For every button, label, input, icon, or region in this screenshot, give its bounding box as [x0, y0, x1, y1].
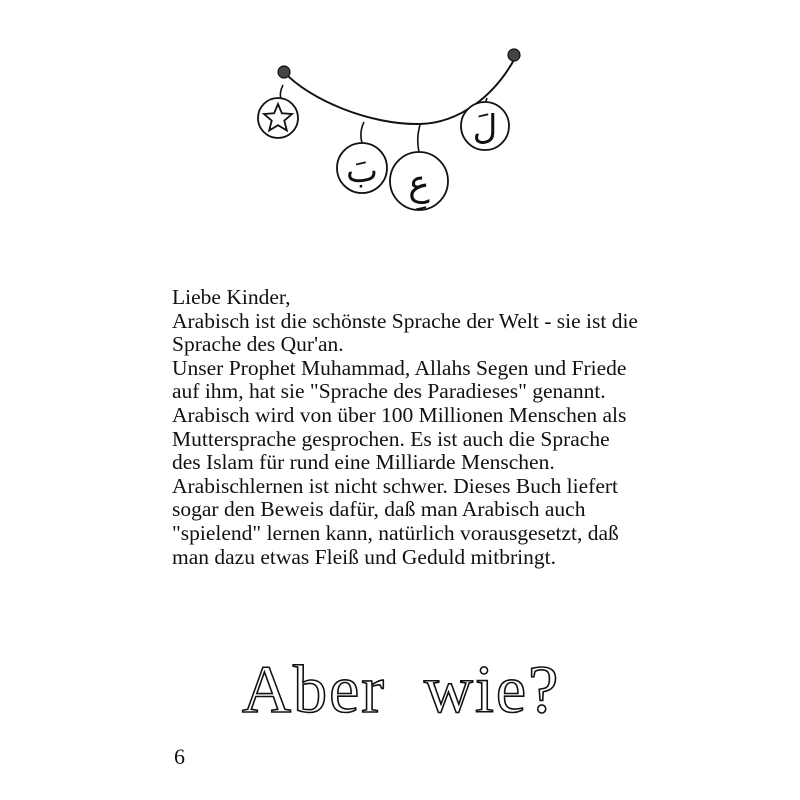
body-text [172, 286, 642, 569]
page-number: 6 [174, 744, 185, 769]
headline-text: Aber wie? [242, 651, 561, 727]
ornament-letter-ba-glyph: بَ [345, 151, 379, 191]
ornament-letter-lam [461, 98, 509, 150]
greeting: Liebe Kinder, [172, 285, 291, 309]
ornament-letter-ain [390, 125, 448, 211]
ornament-letter-lam-glyph: لَ [472, 108, 498, 148]
ornament-letter-ba [337, 122, 387, 193]
ornament-letter-ain-glyph: عِ [408, 163, 430, 204]
string-end-right [508, 49, 520, 61]
paragraph-speakers: Arabisch wird von über 100 Millionen Menschen als Muttersprache gesprochen. Es ist auch die Sprache des Islam für rund eine Milliarde Menschen. [172, 402, 627, 475]
paragraph-prophet: Unser Prophet Muhammad, Allahs Segen und Friede auf ihm, hat sie "Sprache des Paradieses" genannt. [172, 355, 627, 404]
string-end-left [278, 66, 290, 78]
headline-outline [240, 650, 620, 730]
ornament-star [258, 85, 298, 138]
paragraph-language: Arabisch ist die schönste Sprache der Welt - sie ist die Sprache des Qur'an. [172, 308, 638, 357]
paragraph-learning: Arabischlernen ist nicht schwer. Dieses Buch liefert sogar den Beweis dafür, daß man Arabisch auch "spielend" lernen kann, natürlich vorausgesetzt, daß man dazu etwas Fleiß und Geduld mitbringt. [172, 473, 619, 569]
garland-illustration [240, 40, 560, 250]
